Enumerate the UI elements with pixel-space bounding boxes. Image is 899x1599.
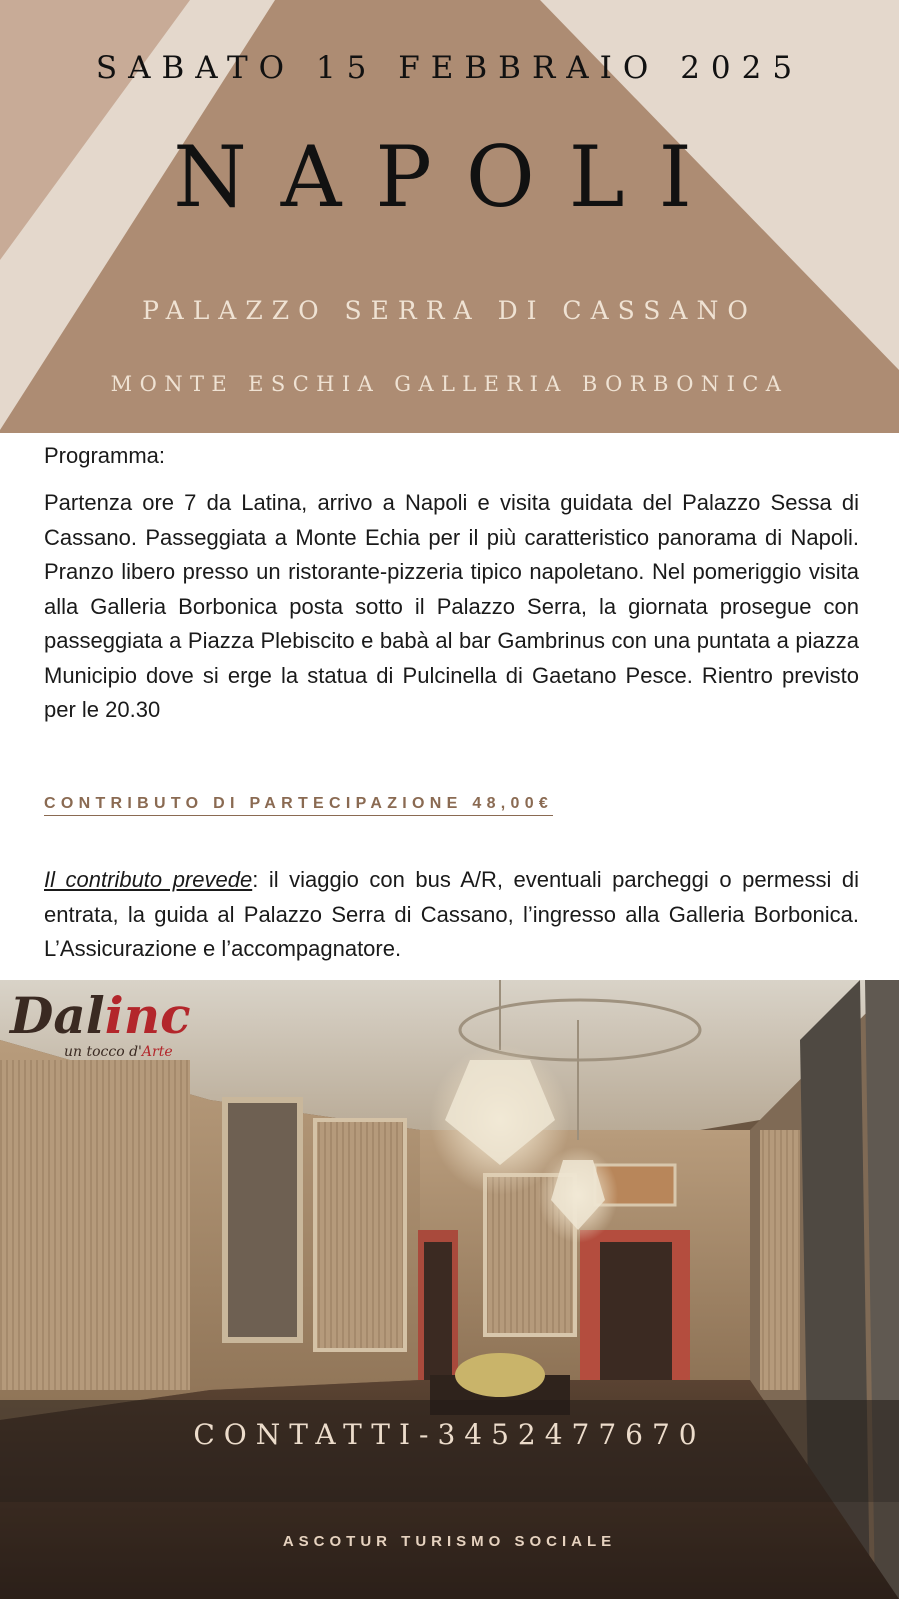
- contribution-includes: [44, 863, 859, 967]
- logo-tagline-b: Arte: [141, 1044, 173, 1060]
- logo-tagline-a: un tocco d': [64, 1044, 142, 1060]
- program-section: [0, 433, 899, 980]
- logo-wordmark: [10, 986, 191, 1045]
- event-date: SABATO 15 FEBBRAIO 2025: [95, 50, 804, 86]
- logo-tagline: [64, 1044, 173, 1060]
- contact-phone: CONTATTI-3452477670: [193, 1418, 706, 1451]
- organizer-name: ASCOTUR TURISMO SOCIALE: [282, 1533, 617, 1550]
- event-subtitle-monte: MONTE ESCHIA GALLERIA BORBONICA: [110, 372, 789, 396]
- program-text: Partenza ore 7 da Latina, arrivo a Napoli e visita guidata del Palazzo Sessa di Cassano. Passeggiata a Monte Echia per il più caratteristico panorama di Napoli. Pranzo libero presso un ristorante-pizzeria tipico napoletano. Nel pomeriggio visita alla Galleria Borbonica posta sotto il Palazzo Serra, la giornata prosegue con passeggiata a Piazza Plebiscito e babà al bar Gambrinus con una puntata a piazza Municipio dove si erge la statua di Pulcinella di Gaetano Pesce. Rientro previsto per le 20.30: [44, 490, 859, 722]
- logo-wordmark-b: inc: [104, 986, 191, 1045]
- header-banner: [0, 0, 899, 433]
- event-subtitle-palazzo: PALAZZO SERRA DI CASSANO: [142, 296, 757, 325]
- contribution-includes-text: : il viaggio con bus A/R, eventuali parcheggi o permessi di entrata, la guida al Palazzo Serra di Cassano, l’ingresso alla Galleria Borbonica. L’Assicurazione e l’accompagnatore.: [44, 867, 859, 961]
- logo-wordmark-a: Dal: [10, 986, 105, 1045]
- contribution-includes-lead: Il contributo prevede: [44, 867, 253, 892]
- palazzo-hall-photo: [0, 980, 899, 1599]
- contribution-label: CONTRIBUTO DI PARTECIPAZIONE 48,00€: [44, 795, 553, 816]
- contact-band: [0, 1400, 899, 1502]
- event-city: NAPOLI: [173, 128, 726, 226]
- program-title: Programma:: [44, 443, 166, 468]
- dalinc-logo: [4, 986, 198, 1070]
- footer-band: [0, 1502, 899, 1599]
